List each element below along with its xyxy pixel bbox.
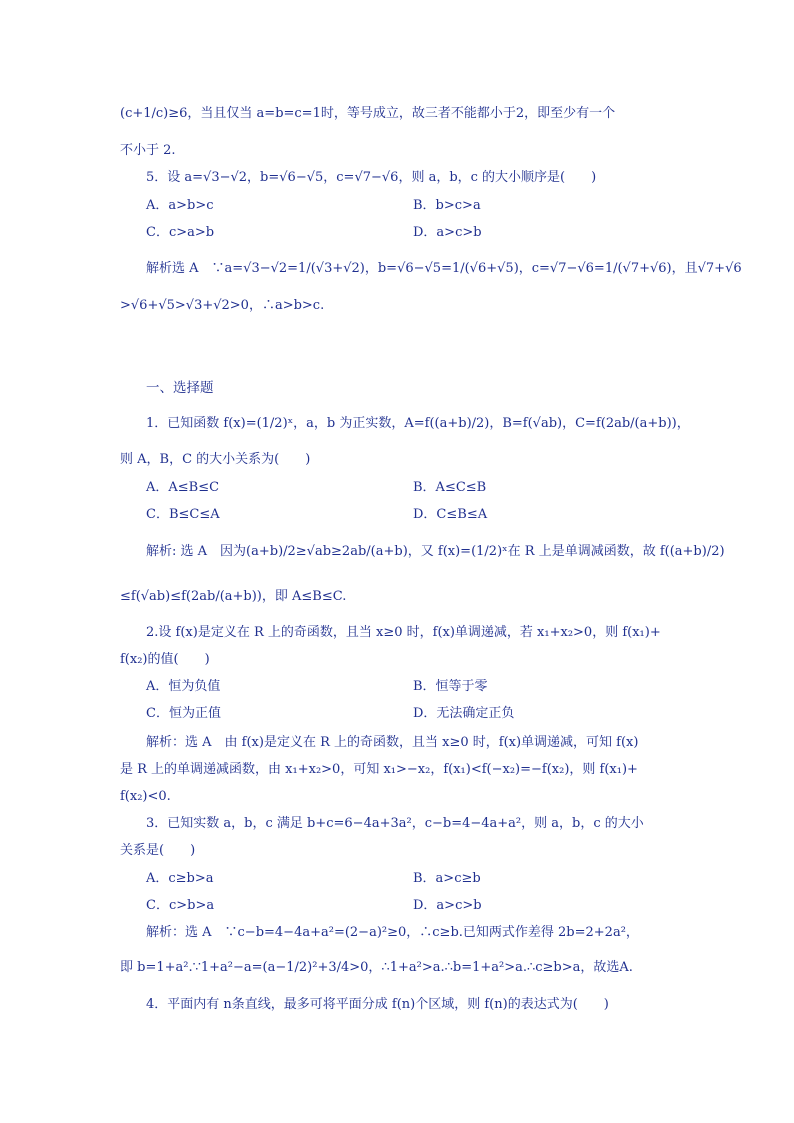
- q2-option-c: C．恒为正值: [146, 706, 221, 721]
- q1-option-a: A．A≤B≤C: [146, 480, 220, 495]
- q3-option-b: B．a>c≥b: [413, 871, 481, 886]
- q5-solution-line-2: >√6+√5>√3+√2>0，∴a>b>c.: [120, 298, 325, 313]
- q2-solution-line-3: f(x₂)<0.: [120, 789, 171, 804]
- q2-option-b: B．恒等于零: [413, 679, 488, 694]
- q1-solution-line-1: 解析: 选 A 因为(a+b)/2≥√ab≥2ab/(a+b)，又 f(x)=(1/2)ˣ在 R 上是单调减函数，故 f((a+b)/2): [146, 544, 725, 559]
- q2-option-d: D．无法确定正负: [413, 706, 515, 721]
- top-line-2: 不小于 2.: [120, 143, 176, 158]
- q3-stem-line-1: 3．已知实数 a，b，c 满足 b+c=6−4a+3a²，c−b=4−4a+a²，则 a，b，c 的大小: [146, 816, 644, 831]
- q3-stem-line-2: 关系是( ): [120, 843, 196, 858]
- q2-option-a: A．恒为负值: [146, 679, 221, 694]
- q3-option-a: A．c≥b>a: [146, 871, 214, 886]
- q3-option-c: C．c>b>a: [146, 898, 215, 913]
- q1-solution-line-2: ≤f(√ab)≤f(2ab/(a+b))，即 A≤B≤C.: [120, 589, 347, 604]
- q4-stem: 4．平面内有 n条直线，最多可将平面分成 f(n)个区域，则 f(n)的表达式为( ): [146, 997, 609, 1012]
- q1-option-c: C．B≤C≤A: [146, 507, 220, 522]
- q2-stem-line-2: f(x₂)的值( ): [120, 652, 210, 667]
- q1-option-b: B．A≤C≤B: [413, 480, 487, 495]
- q1-option-d: D．C≤B≤A: [413, 507, 488, 522]
- q3-solution-line-1: 解析：选 A ∵c−b=4−4a+a²=(2−a)²≥0，∴c≥b.已知两式作差得 2b=2+2a²，: [146, 925, 639, 940]
- q5-option-d: D．a>c>b: [413, 225, 482, 240]
- q5-option-b: B．b>c>a: [413, 198, 481, 213]
- q2-stem-line-1: 2.设 f(x)是定义在 R 上的奇函数，且当 x≥0 时，f(x)单调递减，若 x₁+x₂>0，则 f(x₁)+: [146, 625, 661, 640]
- q2-solution-line-1: 解析：选 A 由 f(x)是定义在 R 上的奇函数，且当 x≥0 时，f(x)单调递减，可知 f(x): [146, 735, 639, 750]
- q1-stem-line-2: 则 A，B，C 的大小关系为( ): [120, 452, 311, 467]
- q1-stem-line-1: 1．已知函数 f(x)=(1/2)ˣ，a，b 为正实数，A=f((a+b)/2)，B=f(√ab)，C=f(2ab/(a+b))，: [146, 416, 690, 431]
- top-line-1: (c+1/c)≥6，当且仅当 a=b=c=1时，等号成立，故三者不能都小于2，即至少有一个: [120, 106, 616, 121]
- q5-solution-line-1: 解析选 A ∵a=√3−√2=1/(√3+√2)，b=√6−√5=1/(√6+√5)，c=√7−√6=1/(√7+√6)，且√7+√6: [146, 261, 742, 276]
- q5-stem: 5．设 a=√3−√2，b=√6−√5，c=√7−√6，则 a，b，c 的大小顺序是( ): [146, 170, 597, 185]
- q5-option-a: A．a>b>c: [146, 198, 214, 213]
- q3-option-d: D．a>c>b: [413, 898, 482, 913]
- q2-solution-line-2: 是 R 上的单调递减函数，由 x₁+x₂>0，可知 x₁>−x₂，f(x₁)<f(−x₂)=−f(x₂)，则 f(x₁)+: [120, 762, 638, 777]
- section-title: 一、选择题: [146, 380, 214, 396]
- q3-solution-line-2: 即 b=1+a².∵1+a²−a=(a−1/2)²+3/4>0，∴1+a²>a.∴b=1+a²>a.∴c≥b>a，故选A.: [120, 960, 633, 975]
- q5-option-c: C．c>a>b: [146, 225, 215, 240]
